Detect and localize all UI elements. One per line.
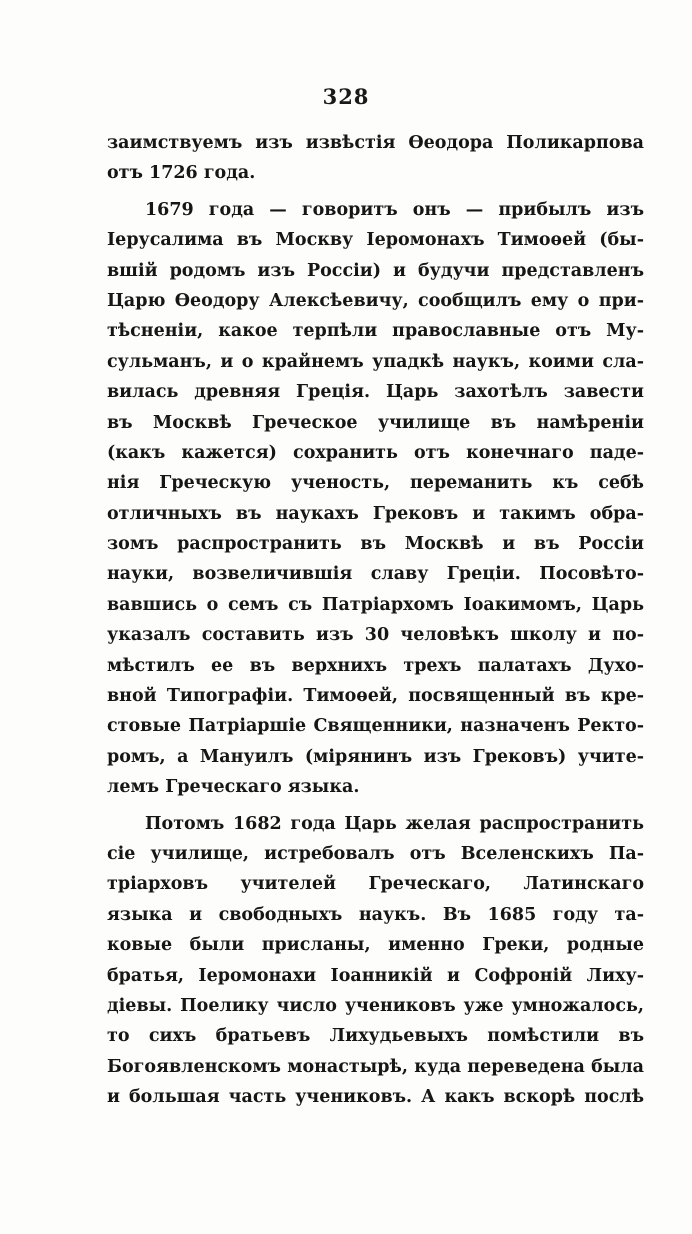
text-line: въ Москвѣ Греческое училище въ намѣреніи: [107, 412, 644, 433]
text-line: вавшись о семъ съ Патріархомъ Іоакимомъ, Царь: [107, 594, 644, 615]
text-line: тріарховъ учителей Греческаго, Латинскаго: [107, 874, 644, 895]
text-line: Богоявленскомъ монастырѣ, куда переведена была: [107, 1056, 644, 1077]
text-line: языка и свободныхъ наукъ. Въ 1685 году та-: [107, 904, 644, 925]
text-line: Царю Ѳеодору Алексѣевичу, сообщилъ ему о при-: [107, 290, 644, 311]
text-line: сіе училище, истребовалъ отъ Вселенскихъ Па-: [107, 843, 644, 864]
text-line: отъ 1726 года.: [107, 163, 256, 184]
text-line: вилась древняя Греція. Царь захотѣлъ завести: [107, 382, 644, 403]
text-line: и большая часть учениковъ. А какъ вскорѣ послѣ: [107, 1087, 644, 1108]
text-line: то сихъ братьевъ Лихудьевыхъ помѣстили въ: [107, 1026, 644, 1047]
paragraph-start-line: 1679 года — говоритъ онъ — прибылъ изъ: [145, 199, 644, 220]
text-line: вшій родомъ изъ Россіи) и будучи представленъ: [107, 260, 644, 281]
text-line: ромъ, а Мануилъ (мірянинъ изъ Грековъ) учите-: [107, 746, 644, 767]
text-line: сульманъ, и о крайнемъ упадкѣ наукъ, коими сла-: [107, 351, 644, 372]
text-line: мѣстилъ ее въ верхнихъ трехъ палатахъ Духо-: [107, 655, 644, 676]
text-line: заимствуемъ изъ извѣстія Ѳеодора Поликарпова: [107, 133, 644, 153]
text-line: указалъ составить изъ 30 человѣкъ школу и по-: [107, 625, 644, 646]
text-line: тѣсненіи, какое терпѣли православные отъ Му-: [107, 321, 644, 342]
text-line: нія Греческую ученость, переманить къ себѣ: [107, 473, 644, 494]
text-line: (какъ кажется) сохранить отъ конечнаго паде-: [107, 442, 644, 463]
text-line: лемъ Греческаго языка.: [107, 777, 360, 798]
text-line: ковые были присланы, именно Греки, родные: [107, 935, 644, 956]
text-line: стовые Патріаршіе Священники, назначенъ Ректо-: [107, 716, 644, 737]
text-line: братья, Іеромонахи Іоанникій и Софроній Лиху-: [107, 965, 644, 986]
text-line: Іерусалима въ Москву Іеромонахъ Тимоѳей (бы-: [107, 230, 644, 251]
text-line: отличныхъ въ наукахъ Грековъ и такимъ обра-: [107, 503, 644, 524]
text-line: діевы. Поелику число учениковъ уже умножалось,: [107, 995, 644, 1016]
body-text: [107, 128, 644, 1113]
text-line: зомъ распространить въ Москвѣ и въ Россіи: [107, 534, 644, 555]
page-number: 328: [322, 84, 370, 109]
text-line: науки, возвеличившія славу Греціи. Посовѣто-: [107, 564, 644, 585]
paragraph-start-line: Потомъ 1682 года Царь желая распространить: [145, 813, 644, 834]
text-line: вной Типографіи. Тимоѳей, посвященный въ кре-: [107, 686, 644, 707]
